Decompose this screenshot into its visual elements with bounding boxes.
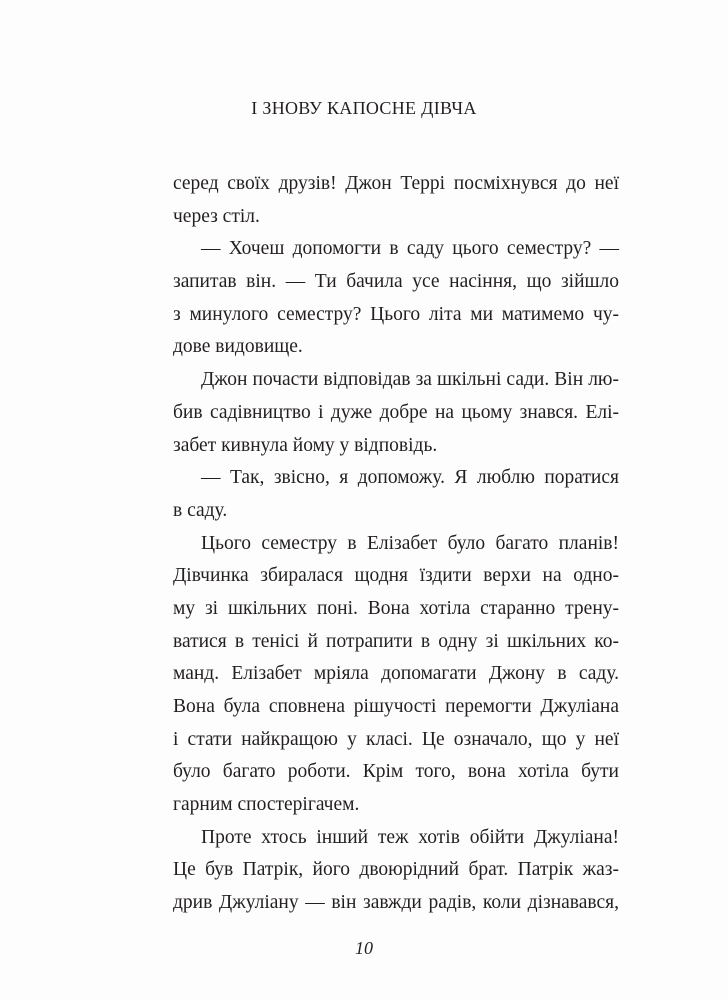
text-line: в саду. bbox=[173, 499, 228, 521]
text-line: ватися в тенісі й потрапити в одну зі шкільних ко- bbox=[173, 630, 619, 652]
text-line: було багато роботи. Крім того, вона хотіла бути bbox=[173, 761, 619, 783]
text-line: дове видовище. bbox=[173, 336, 303, 358]
running-header: І ЗНОВУ КАПОСНЕ ДІВЧА bbox=[251, 98, 477, 118]
text-line: Дівчинка збиралася щодня їздити верхи на одно- bbox=[173, 565, 619, 587]
text-line: — Так, звісно, я допоможу. Я люблю поратися bbox=[201, 467, 619, 489]
text-line: Цього семестру в Елізабет було багато планів! bbox=[201, 532, 619, 554]
text-line: серед своїх друзів! Джон Террі посміхнувся до неї bbox=[173, 173, 619, 194]
page-number: 10 bbox=[355, 938, 373, 958]
text-line: манд. Елізабет мріяла допомагати Джону в саду. bbox=[173, 663, 619, 685]
text-line: бив садівництво і дуже добре на цьому знався. Елі- bbox=[173, 401, 619, 423]
body-text bbox=[173, 168, 619, 920]
text-line: дрив Джуліану — він завжди радів, коли дізнавався, bbox=[173, 892, 619, 914]
text-line: Вона була сповнена рішучості перемогти Джуліана bbox=[173, 696, 619, 717]
text-line: Це був Патрік, його двоюрідний брат. Патрік жаз- bbox=[173, 859, 619, 881]
text-line: і стати найкращою у класі. Це означало, що у неї bbox=[173, 728, 619, 750]
text-line: через стіл. bbox=[173, 205, 260, 227]
text-line: — Хочеш допомогти в саду цього семестру? — bbox=[201, 238, 619, 260]
text-line: гарним спостерігачем. bbox=[173, 794, 360, 816]
text-line: запитав він. — Ти бачила усе насіння, що зійшло bbox=[173, 271, 619, 293]
text-line: Джон почасти відповідав за шкільні сади. Він лю- bbox=[201, 369, 619, 391]
text-line: Проте хтось інший теж хотів обійти Джуліана! bbox=[201, 826, 619, 848]
text-line: му зі шкільних поні. Вона хотіла старанно трену- bbox=[173, 597, 619, 619]
text-line: забет кивнула йому у відповідь. bbox=[173, 434, 438, 456]
text-line: з минулого семестру? Цього літа ми матимемо чу- bbox=[173, 303, 619, 325]
